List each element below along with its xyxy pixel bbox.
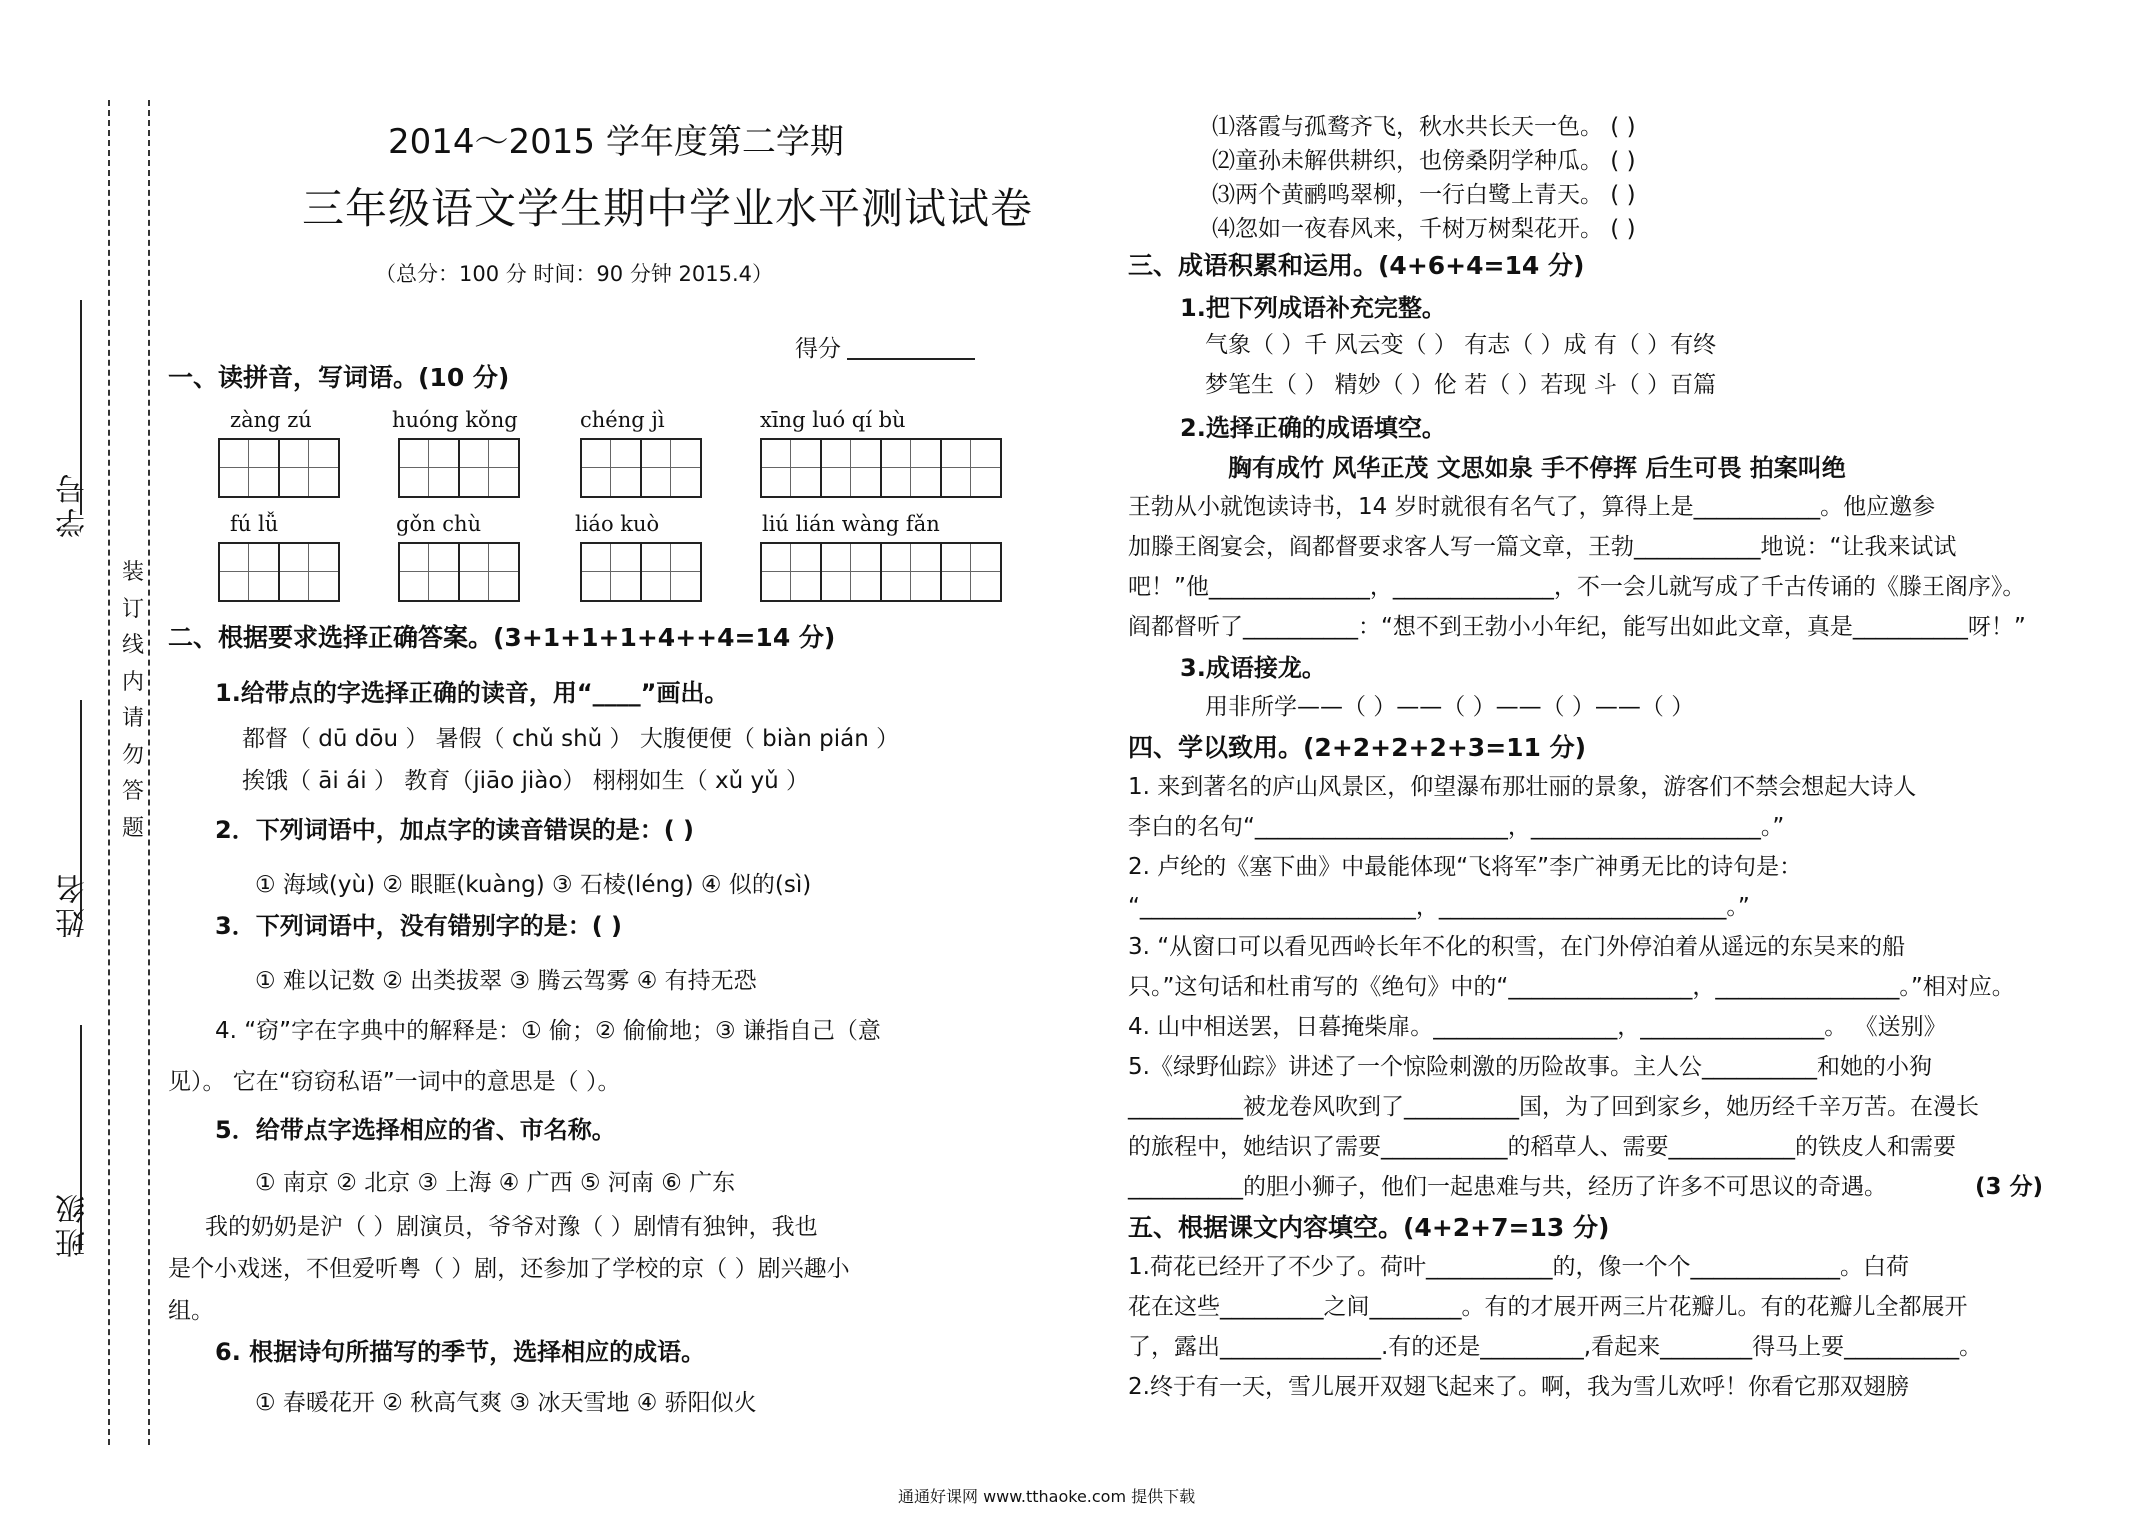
question-2-5-text: 我的奶奶是沪（ ）剧演员，爷爷对豫（ ）剧情有独钟，我也 (205, 1214, 818, 1240)
passage-line: 加滕王阁宴会，阎都督要求客人写一篇文章，王勃___________地说：“让我来试试 (1128, 534, 1957, 560)
section-4-line: 的旅程中，她结识了需要___________的稻草人、需要___________的铁皮人和需要 (1128, 1134, 1956, 1160)
question-2-1-options-a[interactable]: 都督（ dū dōu ） 暑假（ chǔ shǔ ） 大腹便便（ biàn pián ） (242, 726, 900, 752)
question-2-6: 6. 根据诗句所描写的季节，选择相应的成语。 (215, 1338, 706, 1366)
section-4-line: 李白的名句“______________________，____________________。” (1128, 814, 1785, 840)
pinyin: xīng luó qí bù (760, 408, 906, 432)
question-2-3: 3．下列词语中，没有错别字的是：( ) (215, 912, 622, 940)
section-4-line: 只。”这句话和杜甫写的《绝句》中的“________________，________________。”相对应。 (1128, 974, 2015, 1000)
writing-grid[interactable] (580, 438, 702, 498)
idiom-row[interactable]: 梦笔生（ ） 精妙（ ）伦 若（ ）若现 斗（ ）百篇 (1205, 372, 1717, 398)
binding-char: 请 (121, 706, 144, 731)
section-5-line: 1.荷花已经开了不少了。荷叶___________的，像一个个_____________。白荷 (1128, 1254, 1909, 1280)
score-blank[interactable] (847, 358, 975, 360)
passage-line: 吧！”他______________，______________，不一会儿就写成了千古传诵的《滕王阁序》。 (1128, 574, 2026, 600)
pinyin: gǒn chù (396, 512, 482, 536)
pinyin: fú lǚ (230, 512, 279, 536)
binding-notice (120, 555, 146, 847)
binding-char: 装 (121, 560, 144, 585)
section-4-line: “________________________，_________________________。” (1128, 894, 1750, 920)
question-2-6-options: ① 春暖花开 ② 秋高气爽 ③ 冰天雪地 ④ 骄阳似火 (255, 1390, 757, 1416)
writing-grid[interactable] (398, 438, 520, 498)
section-4-line: __________被龙卷风吹到了__________国，为了回到家乡，她历经千辛万苦。在漫长 (1128, 1094, 1979, 1120)
question-3-2: 2.选择正确的成语填空。 (1180, 414, 1446, 442)
pinyin: huóng kǒng (392, 408, 518, 432)
poem-line: ⑴落霞与孤鹜齐飞，秋水共长天一色。 ( ) (1212, 114, 1636, 140)
section-2-title: 二、根据要求选择正确答案。(3+1+1+1+4++4=14 分) (168, 623, 836, 652)
question-2-1-options-b[interactable]: 挨饿（ āi ái ） 教育（jiāo jiào） 栩栩如生（ xǔ yǔ ） (242, 768, 810, 794)
section-4-line: 5.《绿野仙踪》讲述了一个惊险刺激的历险故事。主人公__________和她的小狗 (1128, 1054, 1932, 1080)
section-4-line: 3. “从窗口可以看见西岭长年不化的积雪，在门外停泊着从遥远的东吴来的船 (1128, 934, 1906, 960)
binding-char: 题 (121, 815, 144, 841)
question-2-3-options: ① 难以记数 ② 出类拔翠 ③ 腾云驾雾 ④ 有持无恐 (255, 968, 757, 994)
writing-grid[interactable] (580, 542, 702, 602)
question-2-5: 5．给带点字选择相应的省、市名称。 (215, 1116, 616, 1144)
binding-char: 内 (121, 669, 144, 695)
section-1-title: 一、读拼音，写词语。(10 分) (168, 363, 510, 392)
question-2-5-text: 是个小戏迷，不但爱听粤（ ）剧，还参加了学校的京（ ）剧兴趣小 (168, 1256, 850, 1282)
pinyin: liú lián wàng fǎn (762, 512, 940, 536)
student-no-label: 学号 (56, 470, 91, 538)
question-2-5-options: ① 南京 ② 北京 ③ 上海 ④ 广西 ⑤ 河南 ⑥ 广东 (255, 1170, 736, 1196)
binding-char: 答 (121, 779, 144, 804)
idiom-chain[interactable]: 用非所学——（ ）——（ ）——（ ）——（ ） (1205, 694, 1695, 720)
section-3-title: 三、成语积累和运用。(4+6+4=14 分) (1128, 251, 1585, 280)
question-2-1: 1.给带点的字选择正确的读音，用“____”画出。 (215, 679, 729, 707)
writing-grid[interactable] (218, 438, 340, 498)
writing-grid[interactable] (760, 438, 1002, 498)
pinyin: liáo kuò (575, 512, 660, 536)
section-5-line: 了，露出______________.有的还是_________,看起来________得马上要__________。 (1128, 1334, 1983, 1360)
section-5-title: 五、根据课文内容填空。(4+2+7=13 分) (1128, 1213, 1610, 1242)
question-3-3: 3.成语接龙。 (1180, 654, 1326, 682)
question-3-1: 1.把下列成语补充完整。 (1180, 294, 1446, 322)
exam-title: 三年级语文学生期中学业水平测试试卷 (302, 184, 1034, 233)
binding-char: 线 (121, 633, 144, 658)
section-4-title: 四、学以致用。(2+2+2+2+3=11 分) (1128, 733, 1587, 762)
binding-dash-line-inner (148, 100, 150, 1445)
binding-char: 勿 (121, 742, 144, 768)
poem-line: ⑷忽如一夜春风来，千树万树梨花开。 ( ) (1212, 216, 1636, 242)
section-4-line: 4. 山中相送罢，日暮掩柴扉。________________，________________。 《送别》 (1128, 1014, 1947, 1040)
binding-char: 订 (121, 596, 144, 622)
exam-info: （总分：100 分 时间：90 分钟 2015.4） (375, 262, 773, 286)
binding-dash-line-outer (108, 100, 110, 1445)
question-2-4: 4. “窃”字在字典中的解释是：① 偷；② 偷偷地；③ 谦指自己（意 (215, 1018, 881, 1044)
question-2-2: 2．下列词语中，加点字的读音错误的是：( ) (215, 816, 694, 844)
writing-grid[interactable] (398, 542, 520, 602)
section-4-line: __________的胆小狮子，他们一起患难与共，经历了许多不可思议的奇遇。 (1128, 1174, 1887, 1200)
question-2-4-cont: 见）。 它在“窃窃私语”一词中的意思是（ ）。 (168, 1069, 621, 1095)
writing-grid[interactable] (760, 542, 1002, 602)
section-4-points: (3 分) (1975, 1174, 2044, 1200)
pinyin: chéng jì (580, 408, 665, 432)
writing-grid[interactable] (218, 542, 340, 602)
section-5-line: 花在这些_________之间________。有的才展开两三片花瓣儿。有的花瓣儿全都展开 (1128, 1294, 1968, 1320)
section-5-line: 2.终于有一天，雪儿展开双翅飞起来了。啊，我为雪儿欢呼！你看它那双翅膀 (1128, 1374, 1909, 1400)
passage-line: 王勃从小就饱读诗书，14 岁时就很有名气了，算得上是___________。他应邀参 (1128, 494, 1936, 520)
exam-term: 2014～2015 学年度第二学期 (388, 122, 844, 162)
poem-line: ⑵童孙未解供耕织，也傍桑阴学种瓜。 ( ) (1212, 148, 1636, 174)
section-4-line: 1. 来到著名的庐山风景区，仰望瀑布那壮丽的景象，游客们不禁会想起大诗人 (1128, 774, 1917, 800)
question-2-2-options: ① 海域(yù) ② 眼眶(kuàng) ③ 石棱(léng) ④ 似的(sì) (255, 872, 812, 898)
section-4-line: 2. 卢纶的《塞下曲》中最能体现“飞将军”李广神勇无比的诗句是： (1128, 854, 1803, 880)
pinyin: zàng zú (230, 408, 312, 432)
name-label: 姓名 (56, 870, 91, 938)
class-label: 班级 (56, 1190, 91, 1258)
footer-credit: 通通好课网 www.tthaoke.com 提供下载 (898, 1487, 1196, 1506)
passage-line: 阎都督听了__________：“想不到王勃小小年纪，能写出如此文章，真是__________呀！” (1128, 614, 2026, 640)
poem-line: ⑶两个黄鹂鸣翠柳，一行白鹭上青天。 ( ) (1212, 182, 1636, 208)
score-label: 得分 (795, 336, 841, 362)
idiom-row[interactable]: 气象（ ）千 风云变（ ） 有志（ ）成 有（ ）有终 (1205, 332, 1717, 358)
idiom-choices: 胸有成竹 风华正茂 文思如泉 手不停挥 后生可畏 拍案叫绝 (1228, 454, 1846, 482)
question-2-5-text: 组。 (168, 1298, 214, 1324)
